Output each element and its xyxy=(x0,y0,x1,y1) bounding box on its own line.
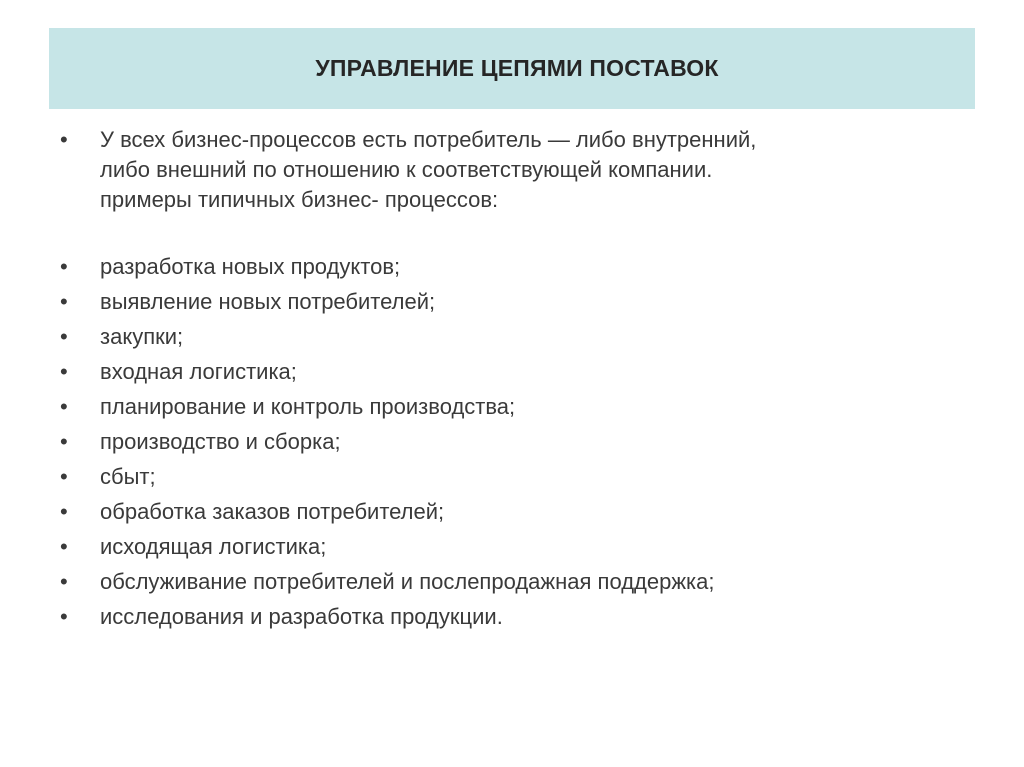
bullet-icon: • xyxy=(60,464,68,489)
list-item-text: сбыт; xyxy=(100,464,156,489)
bullet-icon: • xyxy=(60,429,68,454)
title-bar xyxy=(49,28,975,109)
list-item-text: исследования и разработка продукции. xyxy=(100,604,503,629)
bullet-icon: • xyxy=(60,289,68,314)
list-item-text: исходящая логистика; xyxy=(100,534,327,559)
list-item-text: обработка заказов потребителей; xyxy=(100,499,445,524)
list-item-text: производство и сборка; xyxy=(100,429,341,454)
list-item xyxy=(58,284,978,319)
list-item xyxy=(58,424,978,459)
list-item-text: закупки; xyxy=(100,324,184,349)
bullet-icon: • xyxy=(60,569,68,594)
bullet-icon: • xyxy=(60,394,68,419)
intro-line: либо внешний по отношению к соответствующей компании. xyxy=(100,157,713,182)
intro-line: У всех бизнес-процессов есть потребитель — либо внутренний, xyxy=(100,127,757,152)
slide-title: УПРАВЛЕНИЕ ЦЕПЯМИ ПОСТАВОК xyxy=(315,55,719,81)
list-item-text: входная логистика; xyxy=(100,359,297,384)
intro-bullet xyxy=(58,125,978,215)
bullet-icon: • xyxy=(60,254,68,279)
bullet-icon: • xyxy=(60,499,68,524)
list-item xyxy=(58,529,978,564)
bullet-icon: • xyxy=(60,324,68,349)
list-item xyxy=(58,389,978,424)
list-item xyxy=(58,249,978,284)
bullet-icon: • xyxy=(60,359,68,384)
bullet-icon: • xyxy=(60,534,68,559)
list-item xyxy=(58,459,978,494)
list-item-text: планирование и контроль производства; xyxy=(100,394,516,419)
list-item xyxy=(58,564,978,599)
list-item-text: выявление новых потребителей; xyxy=(100,289,436,314)
bullet-list xyxy=(58,125,978,634)
list-item xyxy=(58,319,978,354)
intro-line: примеры типичных бизнес- процессов: xyxy=(100,187,499,212)
bullet-icon: • xyxy=(60,127,68,152)
list-item-text: разработка новых продуктов; xyxy=(100,254,401,279)
intro-text xyxy=(100,125,978,215)
bullet-icon: • xyxy=(60,604,68,629)
list-item-text: обслуживание потребителей и послепродажная поддержка; xyxy=(100,569,715,594)
list-item xyxy=(58,599,978,634)
list-item xyxy=(58,354,978,389)
list-item xyxy=(58,494,978,529)
